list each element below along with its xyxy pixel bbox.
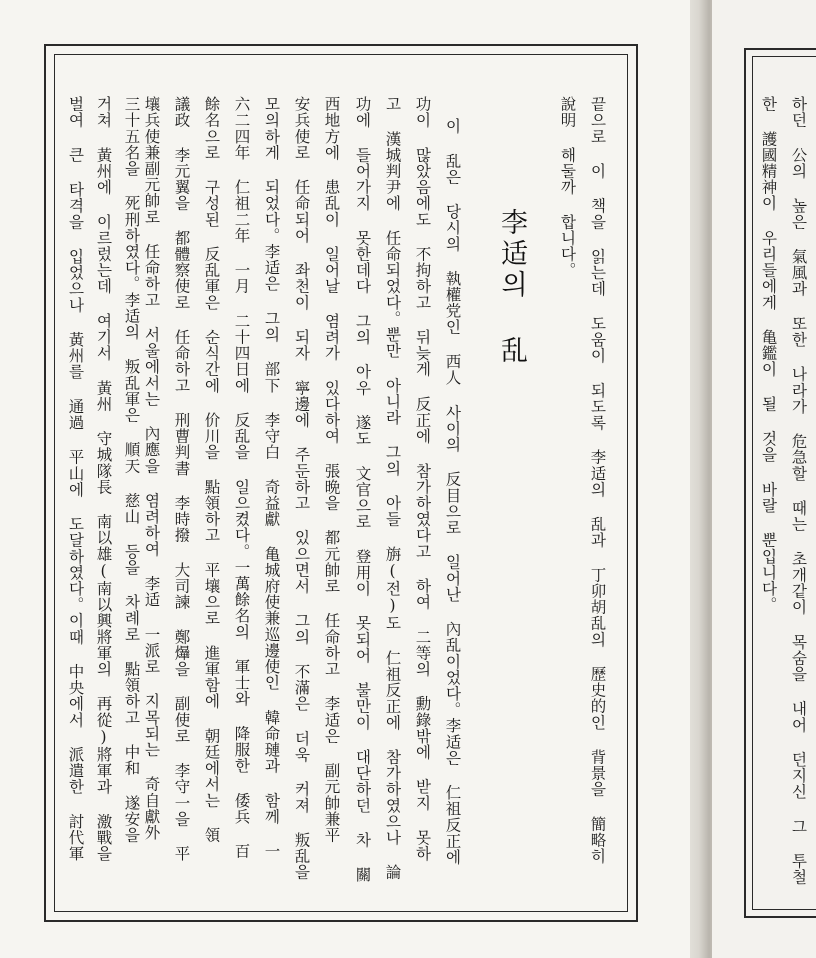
body-line-2: 功이 많았음에도 不拘하고 뒤늦게 反正에 참가하였다고 하여 二等의 勳錄밖에 받지 못하 — [413, 96, 432, 862]
intro-line-2: 說明 해둘까 합니다。 — [558, 96, 577, 279]
body-line-8: 六二四年 仁祖二年 一月 二十四日에 反乱을 일으켰다。一萬餘名의 軍士와 降服한 倭兵 百 — [232, 96, 251, 860]
body-line-1: 이 乱은 당시의 執權党인 西人 사이의 反目으로 일어난 內乱이었다。李适은 仁祖反正에 — [443, 118, 462, 865]
next-page-line-1: 하던 公의 높은 氣風과 또한 나라가 危急할 때는 초개같이 목숨을 내어 던지신 그 투철 — [789, 96, 808, 886]
body-line-7: 모의하게 되었다。李适은 그의 部下 李守白 奇益獻 亀城府使兼巡邊使인 韓命璉과 함께 一 — [262, 96, 281, 860]
article-title: 李适의 乱 — [496, 208, 527, 367]
next-page-line-2: 한 護國精神이 우리들에게 亀鑑이 될 것을 바랄 뿐입니다。 — [759, 96, 778, 613]
body-line-4: 功에 들어가지 못한데다 그의 아우 遂도 文官으로 登用이 못되어 불만이 대단하던 차 關 — [353, 96, 372, 883]
body-line-13: 거쳐 黃州에 이르렀는데 여기서 黃州 守城隊長 南以雄(南以興將軍의 再從)將軍과 激戰을 — [94, 96, 113, 862]
body-line-9: 餘名으로 구성된 反乱軍은 순식간에 价川을 點領하고 平壤으로 進軍함에 朝廷에서는 領 — [202, 96, 221, 843]
body-line-6: 安兵使로 任命되어 좌천이 되자 寧邊에 주둔하고 있으면서 그의 不滿은 더욱 커져 叛乱을 — [292, 96, 311, 881]
intro-line-1: 끝으로 이 책을 읽는데 도움이 되도록 李适의 乱과 丁卯胡乱의 歷史的인 背景을 簡略히 — [588, 96, 607, 865]
body-line-3: 고 漢城判尹에 任命되었다。뿐만 아니라 그의 아들 旃(전)도 仁祖反正에 참가하였으나 論 — [383, 96, 402, 881]
body-line-11: 壤兵使兼副元帥로 任命하고 서울에서는 內應을 염려하여 李适 一派로 지목되는 奇自獻外 — [142, 96, 161, 841]
body-line-12: 三十五名을 死刑하였다。李适의 叛乱軍은 順天 慈山 등을 차례로 點領하고 中和 遂安을 — [122, 96, 141, 843]
body-line-10: 議政 李元翼을 都體察使로 任命하고 刑曹判書 李時撥 大司諫 鄭爗을 副使로 李守一을 平 — [172, 96, 191, 862]
body-line-14: 벌여 큰 타격을 입었으나 黃州를 通過 平山에 도달하였다。이때 中央에서 派遣한 討代軍 — [66, 96, 85, 862]
body-line-5: 西地方에 患乱이 일어날 염려가 있다하여 張晩을 都元帥로 任命하고 李适은 副元帥兼平 — [322, 96, 341, 843]
